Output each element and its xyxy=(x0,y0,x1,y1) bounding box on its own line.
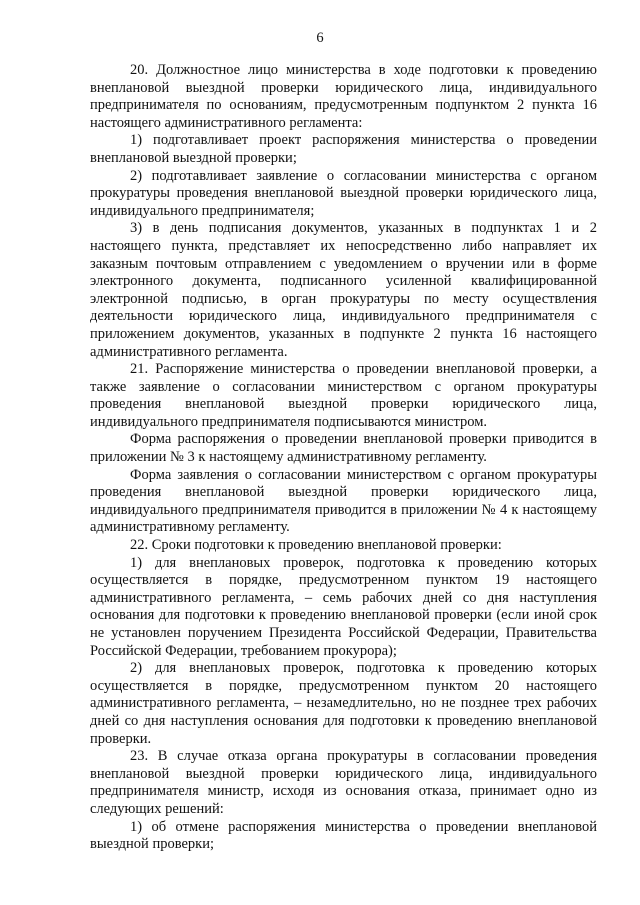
paragraph-22-item-2: 2) для внеплановых проверок, подготовка к проведению которых осуществляется в порядке, предусмотренном пунктом 20 настоящего административного регламента, – незамедлительно, но не позднее трех рабочих дней со дня наступления основания для подготовки к проведению внеплановой проверки. xyxy=(90,660,597,747)
paragraph-23: 23. В случае отказа органа прокуратуры в согласовании проведения внеплановой выездной проверки юридического лица, индивидуального предпринимателя министр, исходя из основания отказа, принимает одно из следующих решений: xyxy=(90,748,597,817)
paragraph-20-item-3: 3) в день подписания документов, указанных в подпунктах 1 и 2 настоящего пункта, представляет их непосредственно либо направляет их заказным почтовым отправлением с уведомлением о вручении или в форме электронного документа, подписанного усиленной квалифицированной электронной подписью, в орган прокуратуры по месту осуществления деятельности юридического лица, индивидуального предпринимателя с приложением документов, указанных в подпункте 2 пункта 16 настоящего административного регламента. xyxy=(90,220,597,360)
document-body xyxy=(90,62,597,854)
paragraph-20: 20. Должностное лицо министерства в ходе подготовки к проведению внеплановой выездной проверки юридического лица, индивидуального предпринимателя по основаниям, предусмотренным подпунктом 2 пункта 16 настоящего административного регламента: xyxy=(90,62,597,131)
paragraph-23-item-1: 1) об отмене распоряжения министерства о проведении внеплановой выездной проверки; xyxy=(90,818,597,853)
page-number: 6 xyxy=(316,30,324,46)
paragraph-20-item-1: 1) подготавливает проект распоряжения министерства о проведении внеплановой выездной проверки; xyxy=(90,132,597,166)
paragraph-22: 22. Сроки подготовки к проведению внеплановой проверки: xyxy=(130,537,502,554)
paragraph-21-form-order: Форма распоряжения о проведении внеплановой проверки приводится в приложении № 3 к настоящему административному регламенту. xyxy=(90,431,597,466)
paragraph-21-form-application: Форма заявления о согласовании министерством с органом прокуратуры проведения внеплановой выездной проверки юридического лица, индивидуального предпринимателя приводится в приложении № 4 к настоящему административному регламенту. xyxy=(90,466,597,536)
paragraph-22-item-1: 1) для внеплановых проверок, подготовка к проведению которых осуществляется в порядке, предусмотренном пунктом 19 настоящего административного регламента, – семь рабочих дней со дня наступления основания для подготовки к проведению внеплановой проверки (если иной срок не установлен поручением Президента Российской Федерации, Правительства Российской Федерации, требованием прокурора); xyxy=(90,554,597,659)
paragraph-21: 21. Распоряжение министерства о проведении внеплановой проверки, а также заявление о согласовании министерством с органом прокуратуры проведения внеплановой выездной проверки юридического лица, индивидуального предпринимателя подписываются министром. xyxy=(90,361,597,430)
paragraph-20-item-2: 2) подготавливает заявление о согласовании министерства с органом прокуратуры проведения внеплановой выездной проверки юридического лица, индивидуального предпринимателя; xyxy=(90,167,597,219)
